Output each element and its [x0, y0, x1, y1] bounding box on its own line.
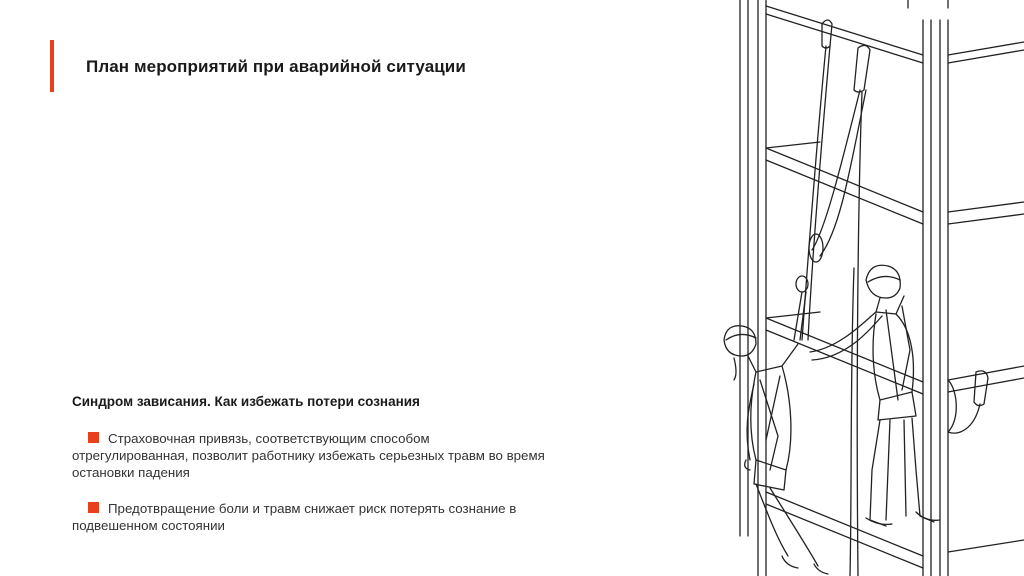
bullet-text-rest: отрегулированная, позволит работнику избежать серьезных травм во время остановки падения: [72, 448, 545, 480]
bullet-text-first-line: Страховочная привязь, соответствующим способом: [108, 431, 430, 446]
bullet-square-icon: [88, 502, 99, 513]
rope-system: [794, 20, 988, 576]
bullet-square-icon: [88, 432, 99, 443]
title-accent-bar: [50, 40, 54, 92]
bullet-text-rest: подвешенном состоянии: [72, 518, 225, 533]
rescuer-figure: [810, 265, 940, 526]
bullet-item: [72, 500, 572, 534]
bullet-item: [72, 430, 572, 481]
section-subtitle: Синдром зависания. Как избежать потери сознания: [72, 394, 420, 409]
bullet-text-first-line: Предотвращение боли и травм снижает риск потерять сознание в: [108, 501, 517, 516]
slide-title: План мероприятий при аварийной ситуации: [86, 57, 466, 76]
scaffold-rescue-illustration: [690, 0, 1024, 576]
